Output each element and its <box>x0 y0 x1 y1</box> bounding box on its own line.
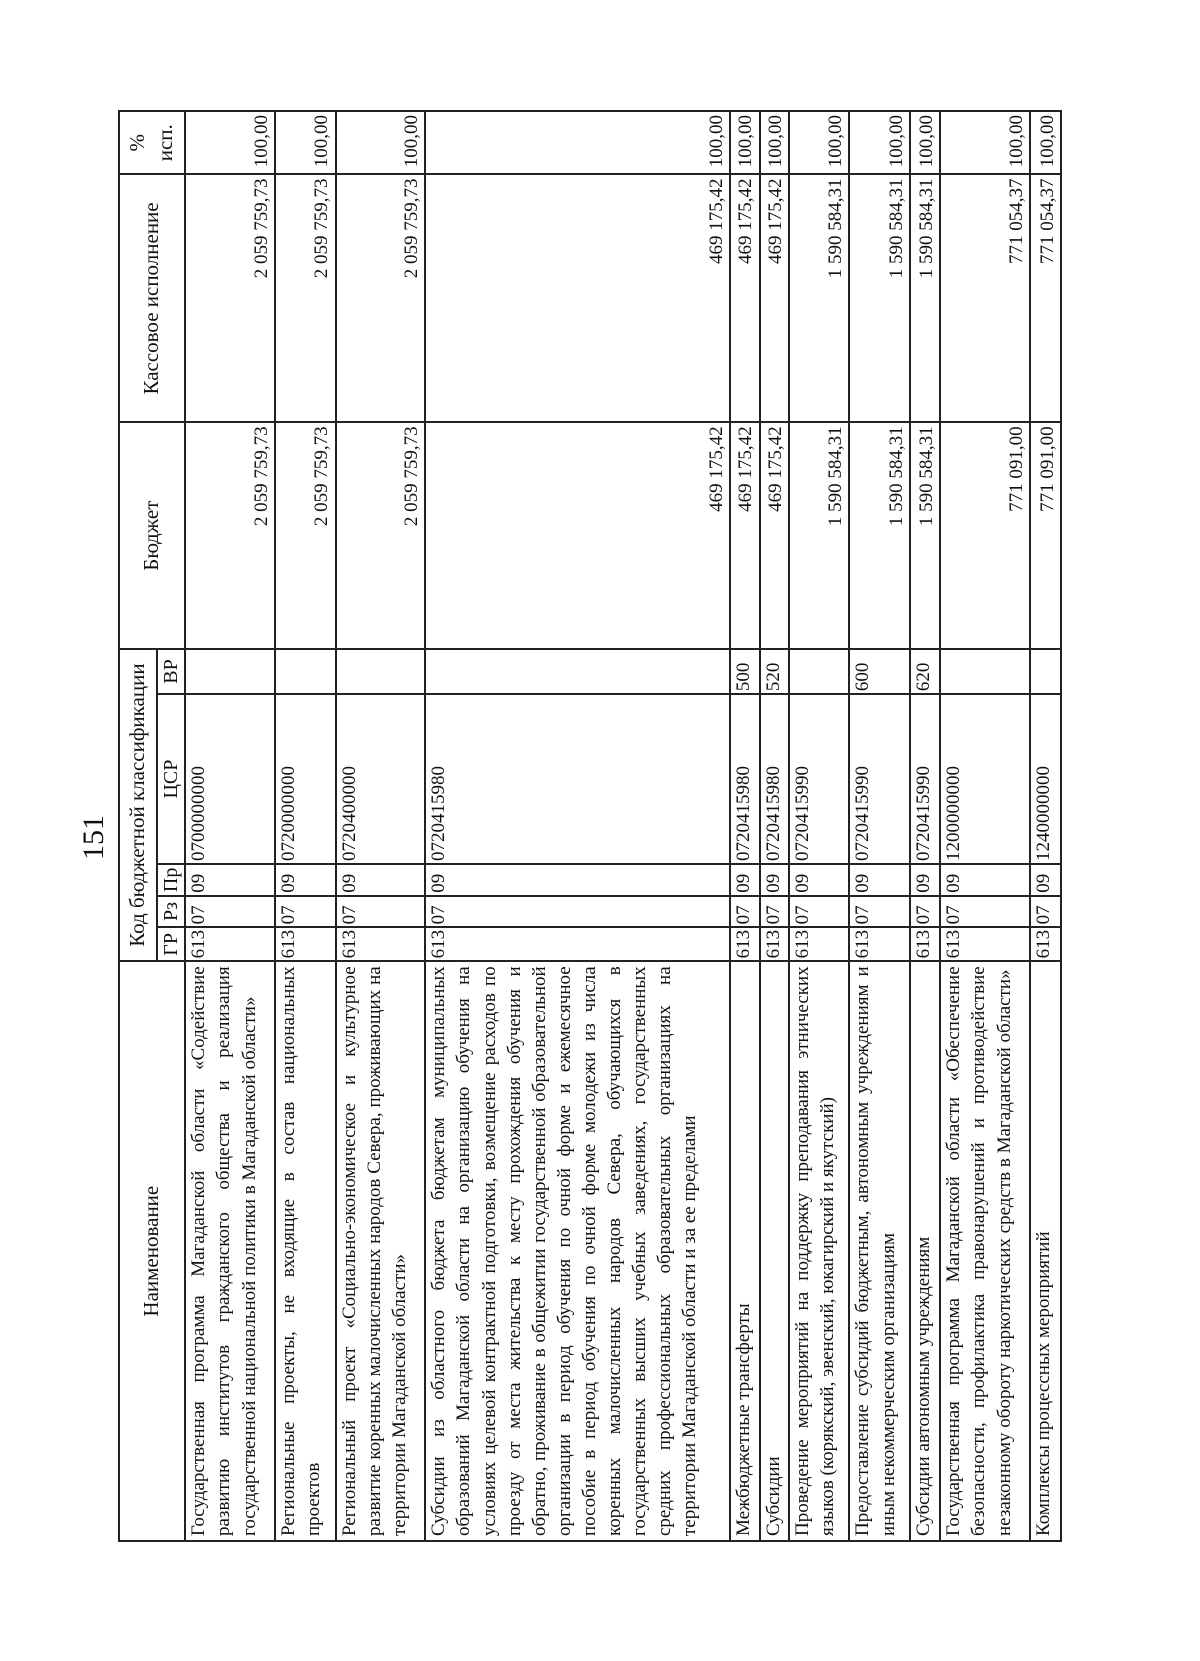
row-execution: 469 175,42 <box>730 174 760 422</box>
row-name: Комплексы процессных мероприятий <box>1030 961 1061 1541</box>
row-vr: 520 <box>760 649 790 694</box>
row-rz: 07 <box>940 896 1030 928</box>
row-percent: 100,00 <box>760 111 790 174</box>
row-budget: 1 590 584,31 <box>910 422 941 648</box>
header-pr: Пр <box>157 864 185 896</box>
row-vr <box>1030 649 1061 694</box>
rotated-table-wrapper <box>118 110 1062 1542</box>
row-gr: 613 <box>789 927 849 961</box>
row-gr: 613 <box>336 927 426 961</box>
row-percent: 100,00 <box>910 111 941 174</box>
row-vr <box>940 649 1030 694</box>
row-pr: 09 <box>730 864 760 896</box>
row-gr: 613 <box>185 927 275 961</box>
row-name: Государственная программа Магаданской области «Обеспечение безопасности, профилактика правонарушений и противодействие незаконному обороту наркотических средств в Магаданской области» <box>940 961 1030 1541</box>
row-percent: 100,00 <box>275 111 335 174</box>
row-rz: 07 <box>910 896 941 928</box>
row-rz: 07 <box>275 896 335 928</box>
row-rz: 07 <box>425 896 729 928</box>
row-name: Региональные проекты, не входящие в состав национальных проектов <box>275 961 335 1541</box>
row-name: Субсидии автономным учреждениям <box>910 961 941 1541</box>
row-rz: 07 <box>730 896 760 928</box>
row-name: Субсидии из областного бюджета бюджетам муниципальных образований Магаданской области на организацию обучения на условиях целевой контрактной подготовки, возмещение расходов по проезду от места жительства к месту прохождения обучения и обратно, проживание в общежитии государственной образовательной организации в период обучения по очной форме и ежемесячное пособие в период обучения по очной форме молодежи из числа коренных малочисленных народов Севера, обучающихся в государственных высших учебных заведениях, государственных средних профессиональных образовательных организациях на территории Магаданской области и за ее пределами <box>425 961 729 1541</box>
row-budget: 771 091,00 <box>1030 422 1061 648</box>
header-csr: ЦСР <box>157 694 185 864</box>
row-csr: 0720000000 <box>275 694 335 864</box>
row-rz: 07 <box>336 896 426 928</box>
row-gr: 613 <box>940 927 1030 961</box>
row-budget: 469 175,42 <box>730 422 760 648</box>
header-budget: Бюджет <box>119 422 185 648</box>
row-vr <box>185 649 275 694</box>
row-csr: 0700000000 <box>185 694 275 864</box>
row-name: Субсидии <box>760 961 790 1541</box>
row-rz: 07 <box>849 896 909 928</box>
table-row <box>185 111 275 1541</box>
table-row <box>730 111 760 1541</box>
row-csr: 0720400000 <box>336 694 426 864</box>
table-row <box>849 111 909 1541</box>
row-pr: 09 <box>1030 864 1061 896</box>
row-rz: 07 <box>789 896 849 928</box>
row-gr: 613 <box>760 927 790 961</box>
row-name: Межбюджетные трансферты <box>730 961 760 1541</box>
row-execution: 2 059 759,73 <box>336 174 426 422</box>
header-name: Наименование <box>119 961 185 1541</box>
row-vr <box>336 649 426 694</box>
row-budget: 2 059 759,73 <box>185 422 275 648</box>
header-row-top <box>119 111 157 1541</box>
row-vr <box>275 649 335 694</box>
table-row <box>425 111 729 1541</box>
row-execution: 469 175,42 <box>425 174 729 422</box>
row-budget: 2 059 759,73 <box>275 422 335 648</box>
row-percent: 100,00 <box>1030 111 1061 174</box>
header-rz: Рз <box>157 896 185 928</box>
table-row <box>336 111 426 1541</box>
row-pr: 09 <box>185 864 275 896</box>
row-pr: 09 <box>760 864 790 896</box>
row-gr: 613 <box>425 927 729 961</box>
row-csr: 0720415980 <box>760 694 790 864</box>
row-pr: 09 <box>789 864 849 896</box>
row-gr: 613 <box>275 927 335 961</box>
row-vr: 600 <box>849 649 909 694</box>
row-csr: 0720415990 <box>849 694 909 864</box>
row-execution: 1 590 584,31 <box>910 174 941 422</box>
row-budget: 469 175,42 <box>760 422 790 648</box>
row-name: Предоставление субсидий бюджетным, автономным учреждениям и иным некоммерческим организациям <box>849 961 909 1541</box>
row-pr: 09 <box>940 864 1030 896</box>
row-csr: 1240000000 <box>1030 694 1061 864</box>
row-pr: 09 <box>275 864 335 896</box>
row-pr: 09 <box>849 864 909 896</box>
table-body <box>185 111 1061 1541</box>
row-percent: 100,00 <box>940 111 1030 174</box>
table-row <box>1030 111 1061 1541</box>
row-execution: 1 590 584,31 <box>849 174 909 422</box>
table-row <box>789 111 849 1541</box>
row-rz: 07 <box>760 896 790 928</box>
row-execution: 771 054,37 <box>940 174 1030 422</box>
row-pr: 09 <box>336 864 426 896</box>
row-name: Региональный проект «Социально-экономическое и культурное развитие коренных малочисленных народов Севера, проживающих на территории Магаданской области» <box>336 961 426 1541</box>
row-csr: 0720415990 <box>789 694 849 864</box>
header-code-group: Код бюджетной классификации <box>119 649 157 961</box>
row-budget: 771 091,00 <box>940 422 1030 648</box>
table-row <box>910 111 941 1541</box>
page-number: 151 <box>77 815 110 860</box>
row-execution: 1 590 584,31 <box>789 174 849 422</box>
row-percent: 100,00 <box>336 111 426 174</box>
row-vr <box>789 649 849 694</box>
row-execution: 469 175,42 <box>760 174 790 422</box>
row-execution: 771 054,37 <box>1030 174 1061 422</box>
row-csr: 1200000000 <box>940 694 1030 864</box>
row-pr: 09 <box>910 864 941 896</box>
row-percent: 100,00 <box>730 111 760 174</box>
row-csr: 0720415980 <box>730 694 760 864</box>
row-gr: 613 <box>849 927 909 961</box>
row-name: Проведение мероприятий на поддержку преподавания этнических языков (корякский, эвенский, юкагирский и якутский) <box>789 961 849 1541</box>
row-csr: 0720415980 <box>425 694 729 864</box>
row-percent: 100,00 <box>185 111 275 174</box>
row-execution: 2 059 759,73 <box>275 174 335 422</box>
budget-execution-table <box>118 110 1062 1542</box>
table-row <box>940 111 1030 1541</box>
row-name: Государственная программа Магаданской области «Содействие развитию институтов гражданского общества и реализация государственной национальной политики в Магаданской области» <box>185 961 275 1541</box>
row-gr: 613 <box>730 927 760 961</box>
header-gr: ГР <box>157 927 185 961</box>
header-vr: ВР <box>157 649 185 694</box>
row-percent: 100,00 <box>849 111 909 174</box>
header-execution: Кассовое исполнение <box>119 174 185 422</box>
row-budget: 469 175,42 <box>425 422 729 648</box>
row-budget: 2 059 759,73 <box>336 422 426 648</box>
row-pr: 09 <box>425 864 729 896</box>
row-percent: 100,00 <box>789 111 849 174</box>
row-rz: 07 <box>185 896 275 928</box>
row-csr: 0720415990 <box>910 694 941 864</box>
row-gr: 613 <box>910 927 941 961</box>
row-budget: 1 590 584,31 <box>849 422 909 648</box>
row-vr: 620 <box>910 649 941 694</box>
header-percent: % исп. <box>119 111 185 174</box>
row-percent: 100,00 <box>425 111 729 174</box>
row-execution: 2 059 759,73 <box>185 174 275 422</box>
row-vr: 500 <box>730 649 760 694</box>
row-gr: 613 <box>1030 927 1061 961</box>
table-row <box>760 111 790 1541</box>
table-row <box>275 111 335 1541</box>
row-budget: 1 590 584,31 <box>789 422 849 648</box>
row-vr <box>425 649 729 694</box>
row-rz: 07 <box>1030 896 1061 928</box>
